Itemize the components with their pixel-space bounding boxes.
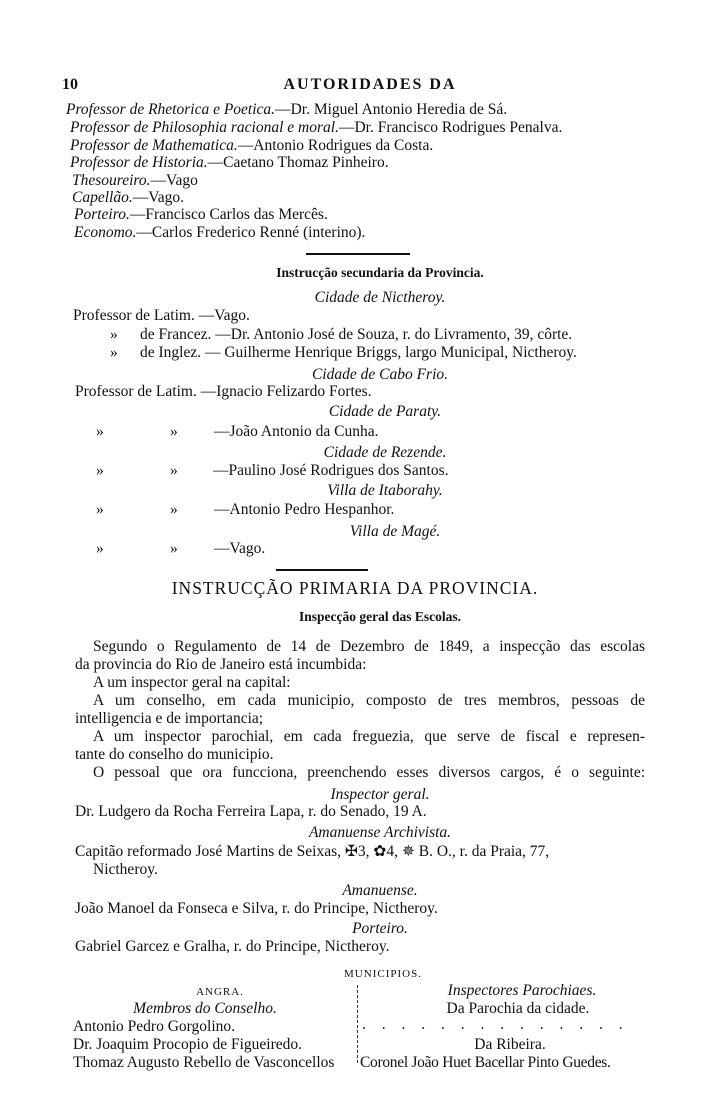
entry-line: de Francez. —Dr. Antonio José de Souza, r. do Livramento, 39, côrte. xyxy=(140,326,573,343)
entry-line: Gabriel Garcez e Gralha, r. do Principe, Nictheroy. xyxy=(75,938,390,955)
ditto-mark: » xyxy=(96,501,104,518)
ditto-mark: » xyxy=(110,326,118,343)
staff-entry xyxy=(70,154,389,172)
office-heading: Porteiro. xyxy=(352,920,408,937)
ditto-mark: » xyxy=(110,344,118,361)
role: Professor de Historia. xyxy=(70,154,208,171)
entry-line: —Antonio Pedro Hespanhor. xyxy=(214,501,395,518)
staff-entry xyxy=(74,224,365,242)
section-divider xyxy=(306,253,410,255)
paragraph-line: A um inspector geral na capital: xyxy=(93,674,291,691)
place-heading: Cidade de Nictheroy. xyxy=(314,289,446,306)
entry-line: Professor de Latim. —Vago. xyxy=(73,307,250,324)
staff-entry xyxy=(72,189,184,207)
entry-line: João Manoel da Fonseca e Silva, r. do Principe, Nictheroy. xyxy=(75,900,438,917)
person: —Antonio Rodrigues da Costa. xyxy=(237,137,434,154)
ditto-mark: » xyxy=(96,423,104,440)
entry-line: Professor de Latim. —Ignacio Felizardo Fortes. xyxy=(75,383,372,400)
role: Capellão. xyxy=(72,189,133,206)
ditto-mark: » xyxy=(170,501,178,518)
ditto-mark: » xyxy=(96,462,104,479)
parish-heading: Da Parochia da cidade. xyxy=(446,1000,590,1017)
role: Professor de Mathematica. xyxy=(70,137,238,154)
staff-entry xyxy=(70,119,562,137)
column-divider xyxy=(357,985,358,1063)
ditto-mark: » xyxy=(170,462,178,479)
place-heading: Cidade de Cabo Frio. xyxy=(311,366,449,383)
member: Antonio Pedro Gorgolino. xyxy=(73,1018,236,1035)
person: —Dr. Francisco Rodrigues Penalva. xyxy=(338,119,563,136)
person: —Vago. xyxy=(132,189,184,206)
inspectors-heading: Inspectores Parochiaes. xyxy=(447,982,597,999)
role: Thesoureiro. xyxy=(72,172,151,189)
page-number: 10 xyxy=(62,76,78,93)
primaria-heading: INSTRUCÇÃO PRIMARIA DA PROVINCIA. xyxy=(171,578,539,598)
section-divider xyxy=(276,569,368,571)
role: Economo. xyxy=(74,224,137,241)
entry-line: —Paulino José Rodrigues dos Santos. xyxy=(213,462,449,479)
staff-entry xyxy=(72,172,198,190)
role: Professor de Rhetorica e Poetica. xyxy=(66,101,276,118)
member: Thomaz Augusto Rebello de Vasconcellos xyxy=(73,1054,335,1071)
entry-line: de Inglez. — Guilherme Henrique Briggs, largo Municipal, Nictheroy. xyxy=(140,344,577,361)
office-heading: Amanuense Archivista. xyxy=(308,824,452,841)
person: —Caetano Thomaz Pinheiro. xyxy=(207,154,389,171)
town-name: ANGRA. xyxy=(196,986,244,998)
place-heading: Villa de Magé. xyxy=(349,523,441,540)
office-heading: Inspector geral. xyxy=(330,786,430,803)
entry-line: —João Antonio da Cunha. xyxy=(214,423,379,440)
entry-line: —Vago. xyxy=(214,540,266,557)
paragraph-line: intelligencia e de importancia; xyxy=(75,710,264,727)
paragraph-line: O pessoal que ora funcciona, preenchendo esses diversos cargos, é o seguinte: xyxy=(93,764,645,781)
place-heading: Cidade de Rezende. xyxy=(323,444,447,461)
person: —Dr. Miguel Antonio Heredia de Sá. xyxy=(275,101,508,118)
inspector-name: Coronel João Huet Bacellar Pinto Guedes. xyxy=(360,1054,611,1071)
place-heading: Villa de Itaborahy. xyxy=(327,482,443,499)
primaria-subheading: Inspecção geral das Escolas. xyxy=(299,609,461,624)
entry-line: Nictheroy. xyxy=(93,861,158,878)
role: Professor de Philosophia racional e moral. xyxy=(70,119,339,136)
paragraph-line: A um conselho, em cada municipio, composto de tres membros, pessoas de xyxy=(93,692,645,709)
council-heading: Membros do Conselho. xyxy=(133,1000,277,1017)
paragraph-line: da provincia do Rio de Janeiro está incumbida: xyxy=(75,656,367,673)
dot-leader: . . . . . . . . . . . . . . xyxy=(362,1016,629,1033)
staff-entry xyxy=(70,137,433,155)
secundaria-heading: Instrucção secundaria da Provincia. xyxy=(276,265,484,280)
paragraph-line: A um inspector parochial, em cada freguezia, que serve de fiscal e represen- xyxy=(93,728,645,745)
ditto-mark: » xyxy=(170,540,178,557)
entry-line: Capitão reformado José Martins de Seixas, ✠3, ✿4, ✵ B. O., r. da Praia, 77, xyxy=(75,843,550,860)
ditto-mark: » xyxy=(96,540,104,557)
paragraph-line: Segundo o Regulamento de 14 de Dezembro de 1849, a inspecção das escolas xyxy=(93,638,645,655)
municipios-heading: MUNICIPIOS. xyxy=(344,968,422,980)
member: Dr. Joaquim Procopio de Figueiredo. xyxy=(73,1036,303,1053)
office-heading: Amanuense. xyxy=(342,882,418,899)
role: Porteiro. xyxy=(74,206,130,223)
staff-entry xyxy=(74,206,328,224)
running-title: AUTORIDADES DA xyxy=(283,76,457,93)
place-heading: Cidade de Paraty. xyxy=(328,403,442,420)
parish-heading: Da Ribeira. xyxy=(474,1036,546,1053)
paragraph-line: tante do conselho do municipio. xyxy=(75,746,274,763)
entry-line: Dr. Ludgero da Rocha Ferreira Lapa, r. do Senado, 19 A. xyxy=(75,803,427,820)
person: —Carlos Frederico Renné (interino). xyxy=(136,224,366,241)
person: —Vago xyxy=(150,172,198,189)
staff-entry xyxy=(66,101,507,119)
ditto-mark: » xyxy=(170,423,178,440)
person: —Francisco Carlos das Mercês. xyxy=(129,206,328,223)
